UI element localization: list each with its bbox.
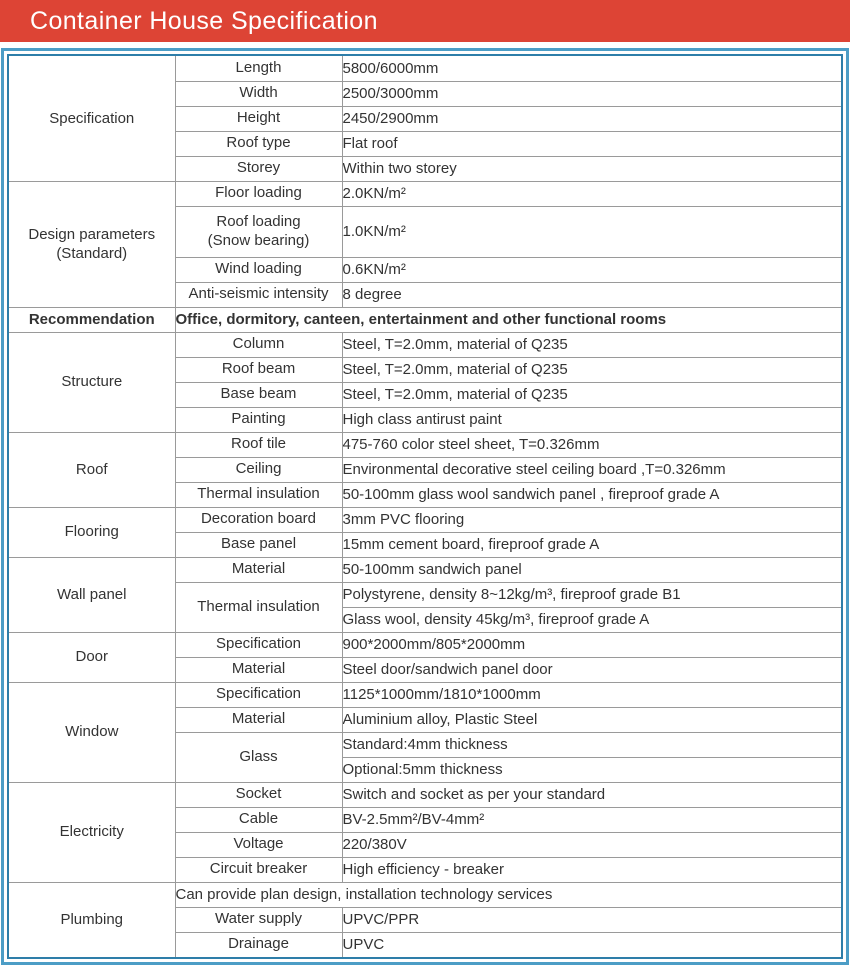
row-value: 50-100mm glass wool sandwich panel , fireproof grade A	[342, 482, 841, 507]
row-value: 2500/3000mm	[342, 81, 841, 106]
row-label: Storey	[175, 156, 342, 181]
row-value: Aluminium alloy, Plastic Steel	[342, 707, 841, 732]
row-value: BV-2.5mm²/BV-4mm²	[342, 807, 841, 832]
row-value: 1.0KN/m²	[342, 206, 841, 257]
row-value: Steel, T=2.0mm, material of Q235	[342, 357, 841, 382]
row-label: Anti-seismic intensity	[175, 282, 342, 307]
row-label: Thermal insulation	[175, 482, 342, 507]
category-cell: Window	[9, 682, 175, 782]
table-row	[9, 332, 841, 357]
row-value: 8 degree	[342, 282, 841, 307]
spec-table-frame	[1, 48, 849, 965]
row-label: Water supply	[175, 907, 342, 932]
row-value: UPVC/PPR	[342, 907, 841, 932]
row-label: Glass	[175, 732, 342, 782]
row-value: 220/380V	[342, 832, 841, 857]
table-row	[9, 181, 841, 206]
row-value: Flat roof	[342, 131, 841, 156]
spec-table	[9, 56, 841, 957]
row-label: Column	[175, 332, 342, 357]
category-cell: Specification	[9, 56, 175, 181]
row-value: Steel, T=2.0mm, material of Q235	[342, 382, 841, 407]
row-label: Cable	[175, 807, 342, 832]
row-value: 0.6KN/m²	[342, 257, 841, 282]
row-value: Environmental decorative steel ceiling board ,T=0.326mm	[342, 457, 841, 482]
row-label: Length	[175, 56, 342, 81]
row-value-merged: Office, dormitory, canteen, entertainment and other functional rooms	[175, 307, 841, 332]
row-value: 3mm PVC flooring	[342, 507, 841, 532]
row-label: Specification	[175, 682, 342, 707]
row-label: Roof loading (Snow bearing)	[175, 206, 342, 257]
row-value: UPVC	[342, 932, 841, 957]
table-row	[9, 782, 841, 807]
category-cell: Door	[9, 632, 175, 682]
row-label: Circuit breaker	[175, 857, 342, 882]
row-label: Roof beam	[175, 357, 342, 382]
row-value: Standard:4mm thickness	[342, 732, 841, 757]
table-row	[9, 557, 841, 582]
row-value: 15mm cement board, fireproof grade A	[342, 532, 841, 557]
table-row	[9, 432, 841, 457]
page-title: Container House Specification	[30, 6, 378, 35]
table-row	[9, 882, 841, 907]
row-label: Material	[175, 557, 342, 582]
row-value: Glass wool, density 45kg/m³, fireproof grade A	[342, 607, 841, 632]
row-value: High efficiency - breaker	[342, 857, 841, 882]
row-label: Ceiling	[175, 457, 342, 482]
row-label: Specification	[175, 632, 342, 657]
category-cell: Flooring	[9, 507, 175, 557]
row-value: Optional:5mm thickness	[342, 757, 841, 782]
category-cell: Recommendation	[9, 307, 175, 332]
row-value-merged: Can provide plan design, installation technology services	[175, 882, 841, 907]
page-header	[0, 0, 850, 42]
table-row	[9, 682, 841, 707]
category-cell: Electricity	[9, 782, 175, 882]
spec-table-frame-inner	[7, 54, 843, 959]
row-value: 5800/6000mm	[342, 56, 841, 81]
row-value: 2450/2900mm	[342, 106, 841, 131]
table-row	[9, 507, 841, 532]
category-cell: Plumbing	[9, 882, 175, 957]
row-value: 900*2000mm/805*2000mm	[342, 632, 841, 657]
row-value: Polystyrene, density 8~12kg/m³, fireproof grade B1	[342, 582, 841, 607]
row-label: Base beam	[175, 382, 342, 407]
table-row	[9, 632, 841, 657]
table-row	[9, 56, 841, 81]
row-label: Voltage	[175, 832, 342, 857]
row-label: Base panel	[175, 532, 342, 557]
row-label: Roof tile	[175, 432, 342, 457]
table-row	[9, 307, 841, 332]
row-value: Steel, T=2.0mm, material of Q235	[342, 332, 841, 357]
row-value: Switch and socket as per your standard	[342, 782, 841, 807]
row-label: Material	[175, 657, 342, 682]
row-value: 475-760 color steel sheet, T=0.326mm	[342, 432, 841, 457]
row-label: Socket	[175, 782, 342, 807]
row-label: Width	[175, 81, 342, 106]
row-value: Steel door/sandwich panel door	[342, 657, 841, 682]
category-cell: Structure	[9, 332, 175, 432]
row-label: Painting	[175, 407, 342, 432]
row-label: Roof type	[175, 131, 342, 156]
row-label: Thermal insulation	[175, 582, 342, 632]
row-label: Wind loading	[175, 257, 342, 282]
category-cell: Wall panel	[9, 557, 175, 632]
row-value: 50-100mm sandwich panel	[342, 557, 841, 582]
row-value: 2.0KN/m²	[342, 181, 841, 206]
row-label: Drainage	[175, 932, 342, 957]
row-label: Material	[175, 707, 342, 732]
row-label: Floor loading	[175, 181, 342, 206]
category-cell: Design parameters (Standard)	[9, 181, 175, 307]
row-label: Decoration board	[175, 507, 342, 532]
row-value: High class antirust paint	[342, 407, 841, 432]
row-value: Within two storey	[342, 156, 841, 181]
row-value: 1125*1000mm/1810*1000mm	[342, 682, 841, 707]
row-label: Height	[175, 106, 342, 131]
category-cell: Roof	[9, 432, 175, 507]
